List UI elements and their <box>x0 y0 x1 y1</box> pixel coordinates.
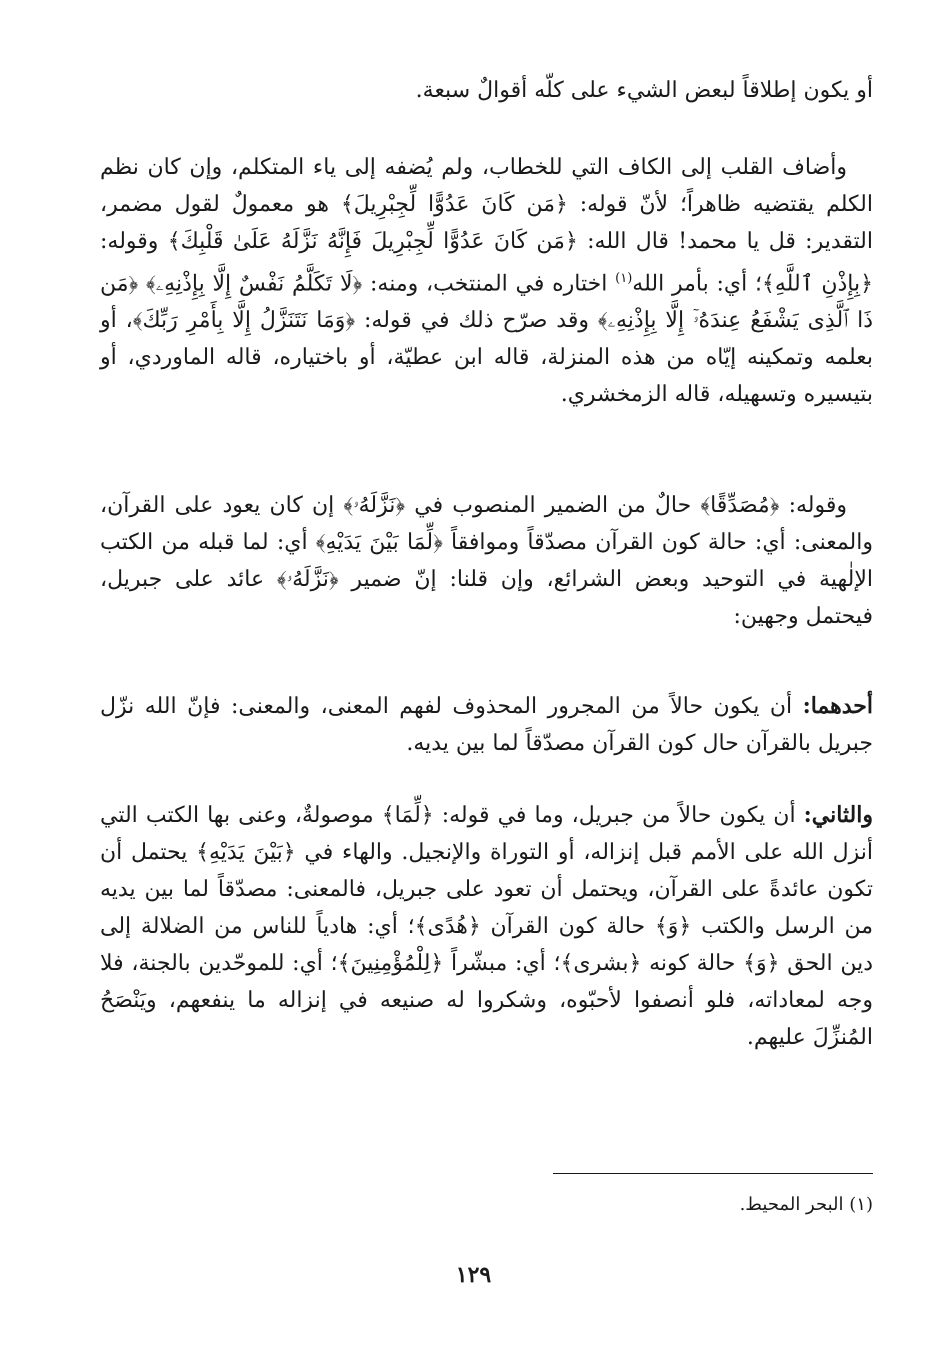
paragraph-2 <box>100 149 873 413</box>
paragraph-1 <box>100 72 873 109</box>
paragraph-2-text-b: اختاره في المنتخب، ومنه: ﴿لَا تَكَلَّمُ نَفْسٌ إِلَّا بِإِذْنِهِۦ﴾ ﴿مَن ذَا ٱلَّذِى يَشْفَعُ عِندَهُۥٓ إِلَّا بِإِذْنِهِۦ﴾ وقد صرّح ذلك في قوله: ﴿وَمَا نَتَنَزَّلُ إِلَّا بِأَمْرِ رَبِّكَ﴾، أو بعلمه وتمكينه إيّاه من هذه المنزلة، قاله ابن عطيّة، أو باختياره، قاله الماوردي، أو بتيسيره وتسهيله، قاله الزمخشري. <box>100 271 873 408</box>
paragraph-4-text: أن يكون حالاً من المجرور المحذوف لفهم المعنى، والمعنى: فإنّ الله نزّل جبريل بالقرآن حال كون القرآن مصدّقاً لما بين يديه. <box>100 694 873 756</box>
paragraph-1-text: أو يكون إطلاقاً لبعض الشيء على كلّه أقوالٌ سبعة. <box>415 78 873 103</box>
paragraph-3-text: وقوله: ﴿مُصَدِّقًا﴾ حالٌ من الضمير المنصوب في ﴿نَزَّلَهُۥ﴾ إن كان يعود على القرآن، والمعنى: أي: حالة كون القرآن مصدّقاً وموافقاً ﴿لِّمَا بَيْنَ يَدَيْهِ﴾ أي: لما قبله من الكتب الإلٰهية في التوحيد وبعض الشرائع، وإن قلنا: إنّ ضمير ﴿نَزَّلَهُۥ﴾ عائد على جبريل، فيحتمل وجهين: <box>100 493 873 629</box>
paragraph-5-lead: والثاني: <box>803 802 873 828</box>
paragraph-2-text-a: وأضاف القلب إلى الكاف التي للخطاب، ولم يُضفه إلى ياء المتكلم، وإن كان نظم الكلم يقتضيه ظاهراً؛ لأنّ قوله: ﴿مَن كَانَ عَدُوًّا لِّجِبْرِيلَ﴾ هو معمولٌ لقول مضمر، التقدير: قل يا محمد! قال الله: ﴿مَن كَانَ عَدُوًّا لِّجِبْرِيلَ فَإِنَّهُ نَزَّلَهُ عَلَىٰ قَلْبِكَ﴾ وقوله: ﴿بِإِذْنِ ٱللَّهِ﴾؛ أي: بأمر الله <box>100 155 873 297</box>
footnote-divider <box>553 1173 873 1174</box>
footnote-reference: (١) <box>615 271 633 286</box>
paragraph-3 <box>100 487 873 635</box>
footnote <box>740 1191 873 1219</box>
footnote-text: البحر المحيط. <box>739 1194 844 1215</box>
footnote-marker: (١) <box>849 1194 873 1215</box>
paragraph-5 <box>100 797 873 1056</box>
page-number: ١٢٩ <box>455 1262 492 1288</box>
paragraph-4 <box>100 688 873 762</box>
paragraph-4-lead: أحدهما: <box>802 693 873 719</box>
paragraph-5-text: أن يكون حالاً من جبريل، وما في قوله: ﴿لِّمَا﴾ موصولةٌ، وعنى بها الكتب التي أنزل الله على الأمم قبل إنزاله، أو التوراة والإنجيل. والهاء في ﴿بَيْنَ يَدَيْهِ﴾ يحتمل أن تكون عائدةً على القرآن، ويحتمل أن تعود على جبريل، فالمعنى: مصدّقاً لما بين يديه من الرسل والكتب ﴿وَ﴾ حالة كون القرآن ﴿هُدًى﴾؛ أي: هادياً للناس من الضلالة إلى دين الحق ﴿وَ﴾ حالة كونه ﴿بشرى﴾؛ أي: مبشّراً ﴿لِلْمُؤْمِنِينَ﴾؛ أي: للموحّدين بالجنة، فلا وجه لمعاداته، فلو أنصفوا لأحبّوه، وشكروا له صنيعه في إنزاله ما ينفعهم، ويَنْصَحُ المُنزِّلَ عليهم. <box>100 803 873 1050</box>
